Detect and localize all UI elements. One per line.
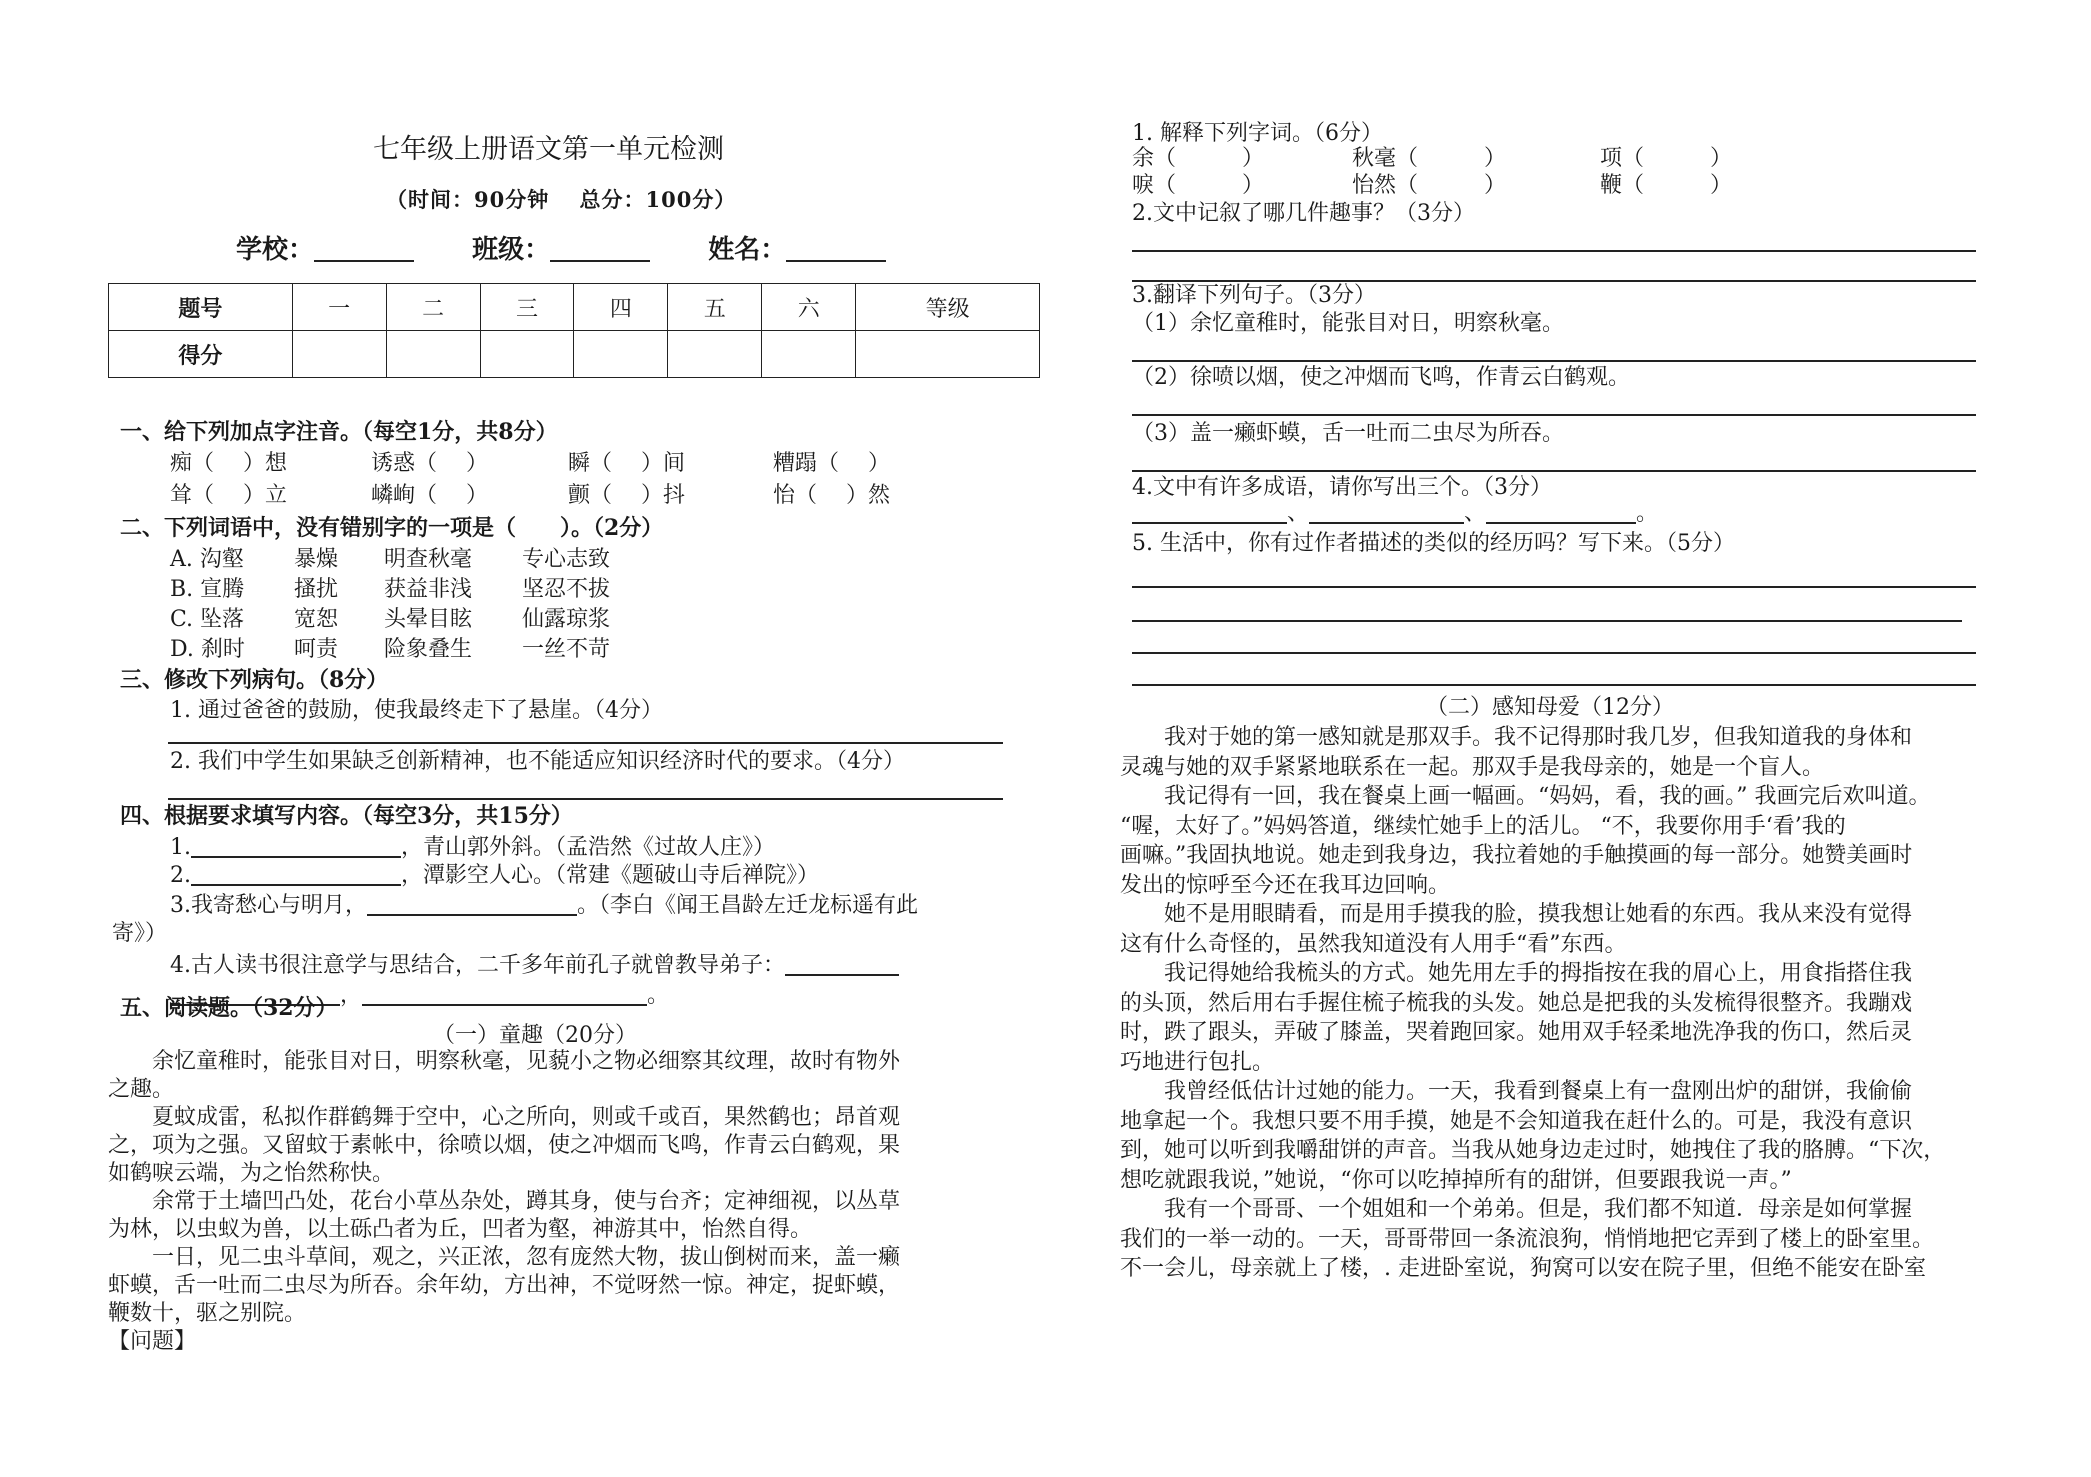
fill-blank[interactable] [1486, 522, 1636, 524]
pinyin-item: 嶙峋（ ） [371, 483, 488, 508]
sentence-question-2: 2. 我们中学生如果缺乏创新精神，也不能适应知识经济时代的要求。（4分） [170, 749, 905, 774]
item-number: 1. [170, 835, 191, 860]
translate-item-2: （2）徐喷以烟，使之冲烟而飞鸣，作青云白鹤观。 [1132, 365, 1630, 390]
idiom-blanks [1132, 500, 1658, 528]
score-header-cell: 题号 [109, 284, 293, 331]
score-cell[interactable] [292, 331, 386, 378]
student-info [236, 236, 886, 264]
question-1: 1. 解释下列字词。（6分） [1132, 121, 1383, 146]
section3-heading: 三、修改下列病句。（8分） [120, 667, 389, 693]
vocab-item: 鞭（ ） [1600, 173, 1733, 198]
passage-line: 夏蚊成雷，私拟作群鹤舞于空中，心之所向，则或千或百，果然鹤也；昂首观 [152, 1105, 901, 1130]
answer-line[interactable] [1132, 586, 1976, 588]
passage-line: 一日，见二虫斗草间，观之，兴正浓，忽有庞然大物，拔山倒树而来，盖一癞 [152, 1245, 901, 1270]
poem-question: 4.古人读书很注意学与思结合，二千多年前孔子就曾教导弟子： [170, 953, 785, 978]
translate-item-3: （3）盖一癞虾蟆，舌一吐而二虫尽为所吞。 [1132, 421, 1564, 446]
poem-fill-2 [170, 862, 819, 890]
translate-item-1: （1）余忆童稚时，能张目对日，明察秋毫。 [1132, 311, 1564, 336]
fill-blank[interactable] [1132, 522, 1287, 524]
answer-line[interactable] [1132, 652, 1976, 654]
passage-muai [1120, 723, 1980, 1284]
school-label: 学校： [236, 235, 315, 265]
option-c[interactable] [170, 606, 611, 634]
answer-line[interactable] [168, 742, 1003, 744]
passage-line: 我曾经低估计过她的能力。一天，我看到餐桌上有一盘刚出炉的甜饼，我偷偷 [1164, 1079, 1913, 1104]
passage-line: 如鹤唳云端，为之怡然称快。 [108, 1161, 395, 1186]
score-header-cell: 四 [574, 284, 668, 331]
reading-part2-title: （二）感知母爱（12分） [1426, 695, 1674, 720]
passage-line: 时，跌了跟头，弄破了膝盖，哭着跑回家。她用双手轻柔地洗净我的伤口，然后灵 [1120, 1020, 1913, 1045]
score-header-cell: 等级 [856, 284, 1040, 331]
option-d[interactable] [170, 636, 611, 664]
pinyin-item: 瞬（ ）间 [568, 451, 685, 476]
fill-blank[interactable] [191, 884, 401, 886]
option-word: 坚忍不拔 [522, 577, 611, 602]
passage-line: “喔，太好了。”妈妈答道，继续忙她手上的活儿。 “不，我要你用手‘看’我的 [1120, 813, 1846, 839]
score-cell[interactable] [856, 331, 1040, 378]
fill-blank[interactable] [785, 974, 899, 976]
question-3: 3.翻译下列句子。（3分） [1132, 283, 1376, 308]
vocab-item: 怡然（ ） [1352, 173, 1507, 198]
passage-line: 我记得有一回，我在餐桌上画一幅画。“妈妈，看，我的画。” 我画完后欢叫道。 [1164, 784, 1931, 809]
passage-line: 之，项为之强。又留蚊于素帐中，徐喷以烟，使之冲烟而飞鸣，作青云白鹤观，果 [108, 1133, 901, 1158]
passage-line: 画嘛。”我固执地说。她走到我身边，我拉着她的手触摸画的每一部分。她赞美画时 [1120, 843, 1913, 868]
class-field[interactable] [550, 260, 650, 262]
page-title: 七年级上册语文第一单元检测 [373, 134, 724, 165]
name-field[interactable] [786, 260, 886, 262]
option-word: B. 宣腾 [170, 577, 245, 602]
fill-blank[interactable] [362, 1004, 647, 1006]
answer-line[interactable] [1132, 620, 1962, 622]
poem-line: 3.我寄愁心与明月， [170, 893, 367, 918]
passage-line: 想吃就跟我说，”她说，“你可以吃掉掉所有的甜饼，但要跟我说一声。” [1120, 1167, 1792, 1193]
option-word: 明查秋毫 [384, 547, 473, 572]
score-header-cell: 二 [386, 284, 480, 331]
score-header-cell: 一 [292, 284, 386, 331]
answer-line[interactable] [1132, 684, 1976, 686]
option-word: 仙露琼浆 [522, 607, 611, 632]
section1-heading: 一、给下列加点字注音。（每空1分，共8分） [120, 419, 558, 445]
passage-line: 鞭数十，驱之别院。 [108, 1301, 307, 1326]
vocab-item: 秋毫（ ） [1352, 146, 1507, 171]
answer-line[interactable] [1132, 250, 1976, 252]
answer-line[interactable] [1132, 414, 1976, 416]
option-word: 险象叠生 [384, 637, 473, 662]
section2-heading: 二、下列词语中，没有错别字的一项是（ ）。（2分） [120, 515, 664, 541]
option-word: 专心志致 [522, 547, 611, 572]
pinyin-item: 耸（ ）立 [170, 483, 287, 508]
question-4: 4.文中有许多成语，请你写出三个。（3分） [1132, 475, 1552, 500]
vocab-item: 项（ ） [1600, 146, 1733, 171]
score-table [108, 283, 1040, 378]
answer-line[interactable] [1132, 470, 1976, 472]
end-mark: 。 [647, 983, 670, 1008]
poem-source: ，青山郭外斜。（孟浩然《过故人庄》） [401, 835, 776, 860]
option-word: C. 坠落 [170, 607, 245, 632]
fill-blank[interactable] [367, 914, 577, 916]
end-mark: 。 [1636, 501, 1659, 526]
answer-line[interactable] [1132, 360, 1976, 362]
reading-part1-title: （一）童趣（20分） [433, 1023, 637, 1048]
passage-line: 我记得她给我梳头的方式。她先用左手的拇指按在我的眉心上，用食指搭住我 [1164, 961, 1913, 986]
option-word: 头晕目眩 [384, 607, 473, 632]
section5-heading: 五、阅读题。（32分） [120, 995, 338, 1021]
passage-line: 我有一个哥哥、一个姐姐和一个弟弟。但是，我们都不知道．母亲是如何掌握 [1164, 1197, 1913, 1222]
passage-line: 为林，以虫蚁为兽，以土砾凸者为丘，凹者为壑，神游其中，怡然自得。 [108, 1217, 813, 1242]
score-cell[interactable] [480, 331, 574, 378]
question-2: 2.文中记叙了哪几件趣事？（3分） [1132, 201, 1475, 226]
passage-line: 她不是用眼睛看，而是用手摸我的脸，摸我想让她看的东西。我从来没有觉得 [1164, 902, 1913, 927]
poem-source: ，潭影空人心。（常建《题破山寺后禅院》） [401, 863, 820, 888]
name-label: 姓名： [708, 235, 787, 265]
exam-meta: （时间：90分钟 总分：100分） [386, 187, 737, 212]
score-header-cell: 五 [668, 284, 762, 331]
score-cell[interactable] [668, 331, 762, 378]
pinyin-item: 诱惑（ ） [371, 451, 488, 476]
fill-blank[interactable] [1309, 522, 1464, 524]
passage-line: 到，她可以听到我嚼甜饼的声音。当我从她身边走过时，她拽住了我的胳膊。“下次， [1120, 1138, 1946, 1163]
vocab-item: 余（ ） [1132, 146, 1265, 171]
option-word: 暴燥 [294, 547, 339, 572]
pinyin-item: 怡（ ）然 [773, 483, 890, 508]
separator: 、 [1464, 501, 1487, 526]
option-word: 搔扰 [294, 577, 339, 602]
score-header-cell: 六 [762, 284, 856, 331]
answer-line[interactable] [168, 798, 1003, 800]
option-word: D. 刹时 [170, 637, 245, 662]
passage-line: 我们的一举一动的。一天，哥哥带回一条流浪狗，悄悄地把它弄到了楼上的卧室里。 [1120, 1226, 1935, 1252]
class-label: 班级： [472, 235, 551, 265]
vocab-item: 唳（ ） [1132, 173, 1265, 198]
poem-fill-3 [170, 892, 918, 920]
passage-line: 巧地进行包扎。 [1120, 1049, 1275, 1075]
passage-line: 的头顶，然后用右手握住梳子梳我的头发。她总是把我的头发梳得很整齐。我蹦戏 [1120, 990, 1913, 1016]
question-5: 5. 生活中，你有过作者描述的类似的经历吗？写下来。（5分） [1132, 531, 1735, 556]
score-cell[interactable] [574, 331, 668, 378]
passage-line: 之趣。 [108, 1077, 175, 1102]
option-word: 获益非浅 [384, 577, 473, 602]
passage-line: 虾蟆，舌一吐而二虫尽为所吞。余年幼，方出神，不觉呀然一惊。神定，捉虾蟆， [108, 1273, 901, 1298]
score-table-row [109, 331, 1040, 378]
sentence-question-1: 1. 通过爸爸的鼓励，使我最终走下了悬崖。（4分） [170, 698, 663, 723]
poem-fill-4 [170, 952, 899, 980]
passage-line: 不一会儿，母亲就上了楼，. 走进卧室说，狗窝可以安在院子里，但绝不能安在卧室 [1120, 1256, 1926, 1281]
poem-source-cont: 寄》） [112, 921, 168, 946]
poem-source: 。（李白《闻王昌龄左迁龙标遥有此 [577, 893, 919, 918]
questions-label: 【问题】 [108, 1329, 197, 1354]
score-cell[interactable] [386, 331, 480, 378]
option-word: 呵责 [294, 637, 339, 662]
separator: ， [340, 983, 363, 1008]
passage-line: 地拿起一个。我想只要不用手摸，她是不会知道我在赶什么的。可是，我没有意识 [1120, 1108, 1913, 1134]
option-a[interactable] [170, 546, 611, 574]
passage-line: 发出的惊呼至今还在我耳边回响。 [1120, 872, 1451, 898]
separator: 、 [1287, 501, 1310, 526]
item-number: 2. [170, 863, 191, 888]
pinyin-item: 糟蹋（ ） [773, 451, 890, 476]
school-field[interactable] [314, 260, 414, 262]
fill-blank[interactable] [191, 856, 401, 858]
score-cell[interactable] [762, 331, 856, 378]
score-row-label: 得分 [109, 331, 293, 378]
passage-line: 这有什么奇怪的，虽然我知道没有人用手“看”东西。 [1120, 931, 1627, 957]
pinyin-item: 痴（ ）想 [170, 451, 287, 476]
option-b[interactable] [170, 576, 611, 604]
option-word: 宽恕 [294, 607, 339, 632]
score-table-header-row [109, 284, 1040, 331]
pinyin-item: 颤（ ）抖 [568, 483, 685, 508]
option-word: A. 沟壑 [170, 547, 244, 572]
poem-fill-1 [170, 834, 775, 862]
passage-line: 余常于土墙凹凸处，花台小草丛杂处，蹲其身，使与台齐；定神细视，以丛草 [152, 1189, 901, 1214]
section4-heading: 四、根据要求填写内容。（每空3分，共15分） [120, 803, 573, 829]
passage-line: 我对于她的第一感知就是那双手。我不记得那时我几岁，但我知道我的身体和 [1164, 725, 1913, 750]
passage-line: 余忆童稚时，能张目对日，明察秋毫，见藐小之物必细察其纹理，故时有物外 [152, 1049, 901, 1074]
passage-tongqu [108, 1048, 1038, 1356]
option-word: 一丝不苛 [522, 637, 611, 662]
score-header-cell: 三 [480, 284, 574, 331]
passage-line: 灵魂与她的双手紧紧地联系在一起。那双手是我母亲的，她是一个盲人。 [1120, 754, 1825, 780]
